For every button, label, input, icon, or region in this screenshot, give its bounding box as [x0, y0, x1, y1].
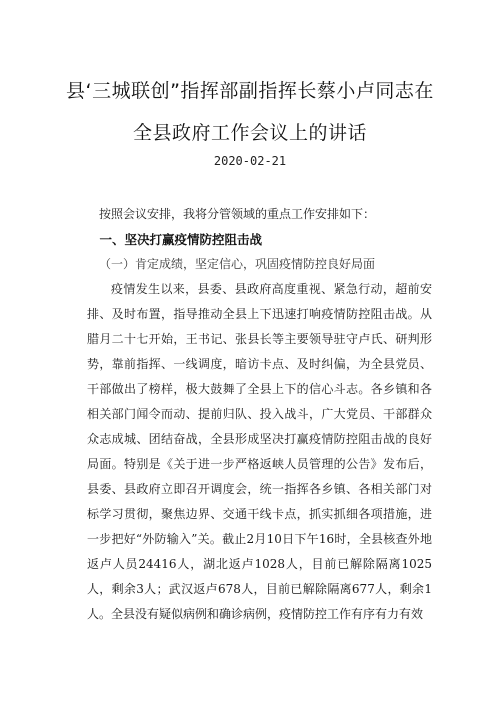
intro-paragraph: 按照会议安排，我将分管领域的重点工作安排如下：: [99, 207, 376, 221]
document-title-line-1: 县‘三城联创”指挥部副指挥长蔡小卢同志在: [66, 80, 434, 102]
body-paragraph: 疫情发生以来，县委、县政府高度重视、紧急行动，超前安排、及时布置，指导推动全县上下迅速打响疫情防控阻击战。从腊月二十七开始，王书记、张县长等主要领导驻守卢氏、研判形势，靠前指挥、一线调度，暗访卡点、及时纠偏，为全县党员、干部做出了榜样，极大鼓舞了全县上下的信心斗志。各乡镇和各相关部门闻令而动、提前归队、投入战斗，广大党员、干部群众众志成城、团结奋战，全县形成坚决打赢疫情防控阻击战的良好局面。特别是《关于进一步严格返峡人员管理的公告》发布后，县委、县政府立即召开调度会，统一指挥各乡镇、各相关部门对标学习贯彻，聚焦边界、交通干线卡点，抓实抓细各项措施，进一步把好“外防输入”关。截止2月10日下午16时，全县核查外地返卢人员24416人，湖北返卢1028人，目前已解除隔离1025人，剩余3人；武汉返卢678人，目前已解除隔离677人，剩余1人。全县没有疑似病例和确诊病例，疫情防控工作有序有力有效: [87, 282, 432, 621]
section-heading: 一、坚决打赢疫情防控阻击战: [99, 232, 263, 247]
document-body: [87, 202, 432, 627]
document-date: 2020-02-21: [213, 154, 287, 168]
document-title-line-2: 全县政府工作会议上的讲话: [132, 122, 367, 144]
section-subheading: （一）肯定成绩，坚定信心，巩固疫情防控良好局面: [99, 257, 376, 271]
